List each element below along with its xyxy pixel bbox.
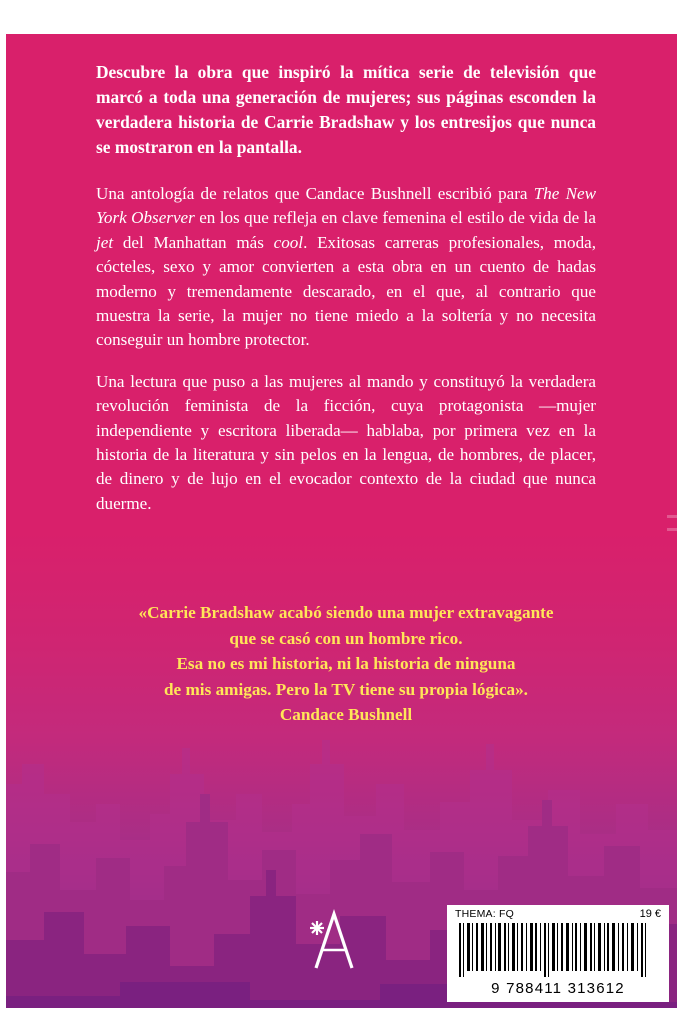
blurb-paragraph-1: Descubre la obra que inspiró la mítica serie de televisión que marcó a toda una generación de mujeres; sus páginas esconden la verdadera historia de Carrie Bradshaw y los entresijos que nunca se mostraron en la pantalla. xyxy=(96,62,596,157)
p2-italic-jet: jet xyxy=(96,232,114,252)
p2-part-4: . Exitosas carreras profesionales, moda, cócteles, sexo y amor convierten a esta obra en un cuento de hadas moderno y tremendamente descarado, en el que, al contrario que muestra la serie, la mujer no tiene miedo a la soltería y no necesita conseguir un hombre protector. xyxy=(96,232,596,350)
p2-part-1: Una antología de relatos que Candace Bushnell escribió para xyxy=(96,184,534,203)
page-edge-right xyxy=(677,0,683,1024)
page-edge-top xyxy=(0,0,683,34)
blurb-text-block xyxy=(96,60,596,533)
price-label: 19 € xyxy=(639,908,661,920)
blurb-paragraph-3: Una lectura que puso a las mujeres al mando y constituyó la verdadera revolución feminista de la ficción, cuya protagonista —mujer independiente y escritora liberada— hablaba, por primera vez en la historia de la literatura y sin pelos en la lengua, de hombres, de placer, de dinero y de lujo en el evocador contexto de la ciudad que nunca duerme. xyxy=(96,371,596,513)
quote-line-4: de mis amigas. Pero la TV tiene su propia lógica». xyxy=(164,679,528,699)
thema-code: THEMA: FQ xyxy=(455,908,514,920)
author-quote-block xyxy=(96,600,596,728)
p2-part-3: del Manhattan más xyxy=(113,232,274,252)
quote-line-1: «Carrie Bradshaw acabó siendo una mujer extravagante xyxy=(138,603,554,622)
page-edge-left xyxy=(0,0,6,1024)
isbn-digits: 9 788411 313612 xyxy=(491,980,625,997)
page-edge-bottom xyxy=(0,1008,683,1024)
quote-line-2: que se casó con un hombre rico. xyxy=(229,628,463,648)
publisher-logo-icon xyxy=(296,908,374,974)
p2-part-2: en los que refleja en clave femenina el estilo de vida de la xyxy=(194,208,596,228)
blurb-paragraph-2 xyxy=(96,182,596,353)
p2-italic-observer: The New York Observer xyxy=(96,184,596,228)
barcode-bars xyxy=(447,921,669,979)
barcode-header xyxy=(447,905,669,921)
edge-mark-lower xyxy=(667,528,677,531)
quote-line-3: Esa no es mi historia, ni la historia de ninguna xyxy=(176,654,516,673)
quote-attribution: Candace Bushnell xyxy=(279,705,413,724)
edge-mark-upper xyxy=(667,515,677,518)
barcode-box xyxy=(447,905,669,1002)
p2-italic-cool: cool xyxy=(273,232,304,252)
